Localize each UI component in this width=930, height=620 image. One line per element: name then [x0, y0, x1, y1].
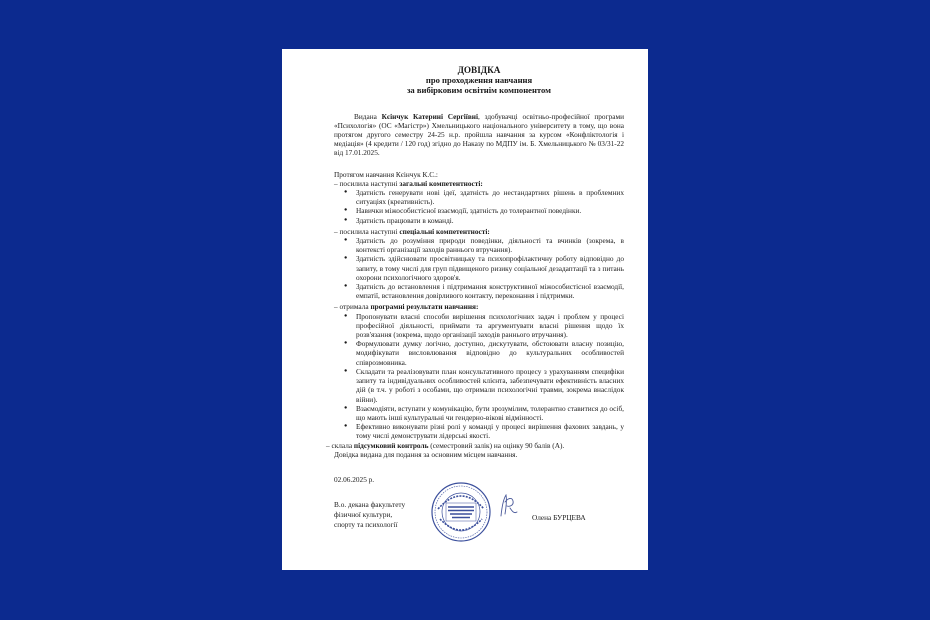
- student-name: Кєінчук Катерині Сергіївні: [381, 111, 478, 121]
- position-line-2: фізичної культури,: [334, 510, 393, 520]
- signature-block: [334, 493, 624, 553]
- section-bold: загальні компетентності:: [399, 178, 483, 188]
- intro-text-a: Видана: [354, 111, 382, 121]
- control-suffix: (семестровий залік) на оцінку 90 балів (А).: [428, 440, 565, 450]
- section-prefix: – посилила наступні: [334, 226, 400, 236]
- issued-for-line: Довідка видана для подання за основним місцем навчання.: [334, 449, 518, 459]
- section-bold: програмні результати навчання:: [370, 302, 479, 312]
- document-page: [282, 49, 648, 570]
- general-competences-list: [334, 188, 624, 225]
- document-subtitle-2: за вибірковим освітнім компонентом: [406, 85, 552, 96]
- section-bold: спеціальні компетентності:: [399, 226, 490, 236]
- intro-text-b: , здобувачці освітньо-професійної програми «Психологія» (ОС «Магістр») Хмельницького національного університету в тому, що вона протягом другого семестру 24-25 н.р. пройшла навчання за курсом «Конфліктологія і медіація» (4 кредити / 120 год) згідно до Наказу по МДПУ ім. Б. Хмельницького № 03/31-22 від 17.01.2025.: [334, 111, 624, 158]
- section-special-heading: [334, 227, 624, 236]
- special-competences-list: [334, 236, 624, 300]
- document-subtitle-1: про проходження навчання: [425, 75, 533, 86]
- list-item: ● Пропонувати власні способи вирішення психологічних задач і проблем у процесі професійної діяльності, приймати та аргументувати власні рішення щодо їх розв'язання (зокрема, щодо організації заходів раннього втручання).: [356, 312, 624, 340]
- list-item: ● Здатність до розуміння природи поведінки, діяльності та вчинків (зокрема, в контексті організації заходів раннього втручання).: [356, 236, 624, 254]
- control-prefix: – склала: [326, 440, 354, 450]
- list-item: ● Здатність працювати в команді.: [356, 216, 624, 225]
- official-seal-stamp: [430, 481, 492, 543]
- list-item: ● Взаємодіяти, вступати у комунікацію, бути зрозумілим, толерантно ставитися до осіб, що мають інші культуральні чи гендерно-вікові відмінності.: [356, 404, 624, 422]
- signatory-position: [334, 500, 424, 530]
- intro-paragraph: [334, 112, 624, 158]
- section-results-heading: [334, 302, 624, 311]
- document-date: 02.06.2025 р.: [334, 474, 375, 484]
- document-title-block: [334, 65, 624, 96]
- position-line-3: спорту та психології: [334, 520, 398, 530]
- position-line-1: В.о. декана факультету: [334, 500, 406, 510]
- final-control-line: [326, 441, 624, 450]
- list-item: ● Складати та реалізовувати план консультативного процесу з урахуванням специфіки запиту та індивідуальних особливостей клієнта, забезпечувати ефективність власних дій (в т.ч. у роботі з особами, що отримали психологічні травми, зокрема внаслідок війни).: [356, 367, 624, 404]
- document-title: ДОВІДКА: [457, 65, 501, 75]
- section-general-heading: [334, 179, 624, 188]
- learning-results-list: [334, 312, 624, 441]
- signatory-name: Олена БУРЦЕВА: [532, 513, 586, 523]
- list-item: ● Навички міжособистісної взаємодії, здатність до толерантної поведінки.: [356, 206, 624, 215]
- control-bold: підсумковий контроль: [353, 440, 429, 450]
- list-item: ● Ефективно виконувати різні ролі у команді у процесі вирішення фахових завдань, у тому числі демонструвати лідерські якості.: [356, 422, 624, 440]
- list-item: ● Здатність до встановлення і підтримання конструктивної міжособистісної взаємодії, емпатії, встановлення довірливого контакту, переконання і підтримки.: [356, 282, 624, 300]
- section-prefix: – посилила наступні: [334, 178, 400, 188]
- during-study-line: Протягом навчання Кєінчук К.С.:: [334, 169, 438, 179]
- list-item: ● Формулювати думку логічно, доступно, дискутувати, обстоювати власну позицію, модифікувати висловлювання відповідно до культуральних особливостей співрозмовника.: [356, 339, 624, 367]
- handwritten-signature: [498, 492, 520, 520]
- list-item: ● Здатність здійснювати просвітницьку та психопрофілактичну роботу відповідно до запиту, в тому числі для груп підвищеного ризику соціальної дезадаптації та з питань охорони психологічного здоров'я.: [356, 254, 624, 282]
- list-item: ● Здатність генерувати нові ідеї, здатність до нестандартних рішень в проблемних ситуаціях (креативність).: [356, 188, 624, 206]
- section-prefix: – отримала: [334, 302, 371, 312]
